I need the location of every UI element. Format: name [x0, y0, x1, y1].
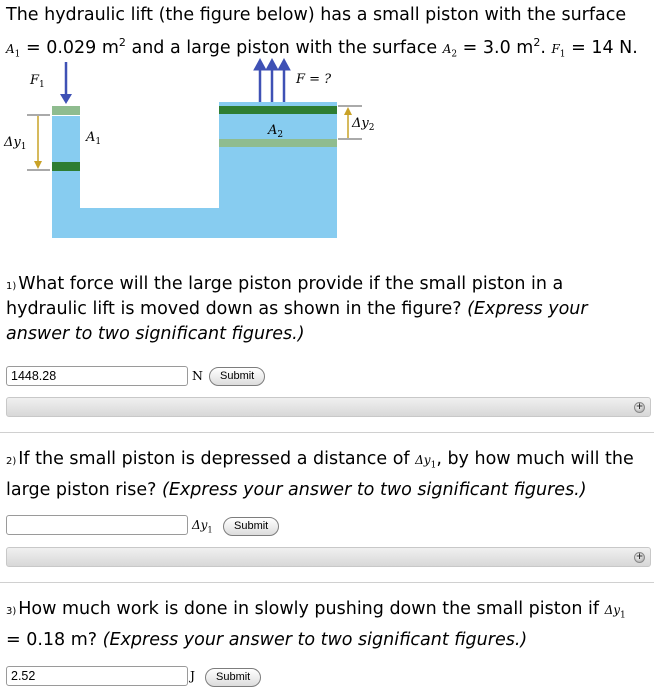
- dy1-symbol: $\Delta y_1$: [604, 603, 626, 621]
- small-piston-initial: [52, 106, 80, 115]
- white-gap: [80, 151, 219, 208]
- submit-button-3[interactable]: Submit: [205, 668, 261, 687]
- question-number: 3): [6, 606, 17, 617]
- force-up-arrows-icon: [254, 59, 290, 102]
- divider: [0, 432, 654, 433]
- a1-symbol: $A_1$: [6, 41, 21, 60]
- large-piston-final: [219, 106, 337, 114]
- intro-line-1: The hydraulic lift (the figure below) has a small piston with the surface: [6, 5, 627, 25]
- f1-symbol: $F_1$: [551, 41, 566, 60]
- plus-circle-icon[interactable]: +: [635, 552, 644, 562]
- intro-line-2: $A_1 = 0.029$ $m^2$ and a large piston with the surface $A_2 = 3.0$ $m^2$. $F_1 = 14$ N.: [6, 36, 638, 60]
- question-3: $^{3)}$ How much work is done in slowly pushing down the small piston if $\Delta y_1$ = 0.18 m? (Express your answer to two significant figures.): [6, 599, 626, 651]
- f1-arrow-icon: [60, 62, 72, 104]
- divider: [0, 582, 654, 583]
- a2-symbol: $A_2$: [442, 41, 458, 60]
- f1-label: $F_1$: [30, 73, 45, 90]
- question-1: [6, 272, 646, 347]
- question-hint: (Express your answer to two significant figures.): [102, 630, 528, 651]
- submit-button-2[interactable]: Submit: [223, 517, 279, 536]
- f-unknown-label: F = ?: [296, 72, 332, 87]
- plus-circle-icon[interactable]: +: [635, 402, 644, 412]
- large-piston-initial: [219, 139, 337, 147]
- unit-label-2: $\Delta y_1$: [192, 518, 213, 535]
- submit-button-1[interactable]: Submit: [209, 367, 265, 386]
- answer-input-1[interactable]: 1448.28: [6, 366, 188, 386]
- question-number: 2): [6, 456, 17, 467]
- feedback-bar-2[interactable]: [6, 547, 651, 567]
- feedback-bar-1[interactable]: [6, 397, 651, 417]
- question-hint: (Express your answer to two significant figures.): [6, 299, 588, 344]
- question-number: 1): [6, 281, 17, 292]
- unit-label-1: N: [192, 368, 203, 383]
- small-piston-final: [52, 162, 80, 171]
- dy1-symbol: $\Delta y_1$: [415, 453, 437, 471]
- dy2-label: $\Delta y_2$: [352, 116, 375, 133]
- fluid-large-column: [219, 102, 337, 238]
- dy1-marker-icon: [27, 115, 50, 170]
- question-2: $^{2)}$ If the small piston is depressed a distance of $\Delta y_1$, by how much will the large piston rise? (Express your answer to two significant figures.): [6, 449, 634, 501]
- a1-label: $A_1$: [86, 130, 102, 147]
- a2-label: $A_2$: [268, 123, 284, 140]
- question-text: What force will the large piston provide if the small piston in a hydraulic lift is moved down as shown in the figure?: [6, 274, 564, 319]
- answer-input-2[interactable]: [6, 515, 188, 535]
- dy1-label: $\Delta y_1$: [4, 135, 27, 152]
- hydraulic-lift-figure: [0, 56, 654, 246]
- question-hint: (Express your answer to two significant figures.): [162, 480, 587, 501]
- unit-label-3: J: [190, 668, 196, 683]
- answer-input-3[interactable]: 2.52: [6, 666, 188, 686]
